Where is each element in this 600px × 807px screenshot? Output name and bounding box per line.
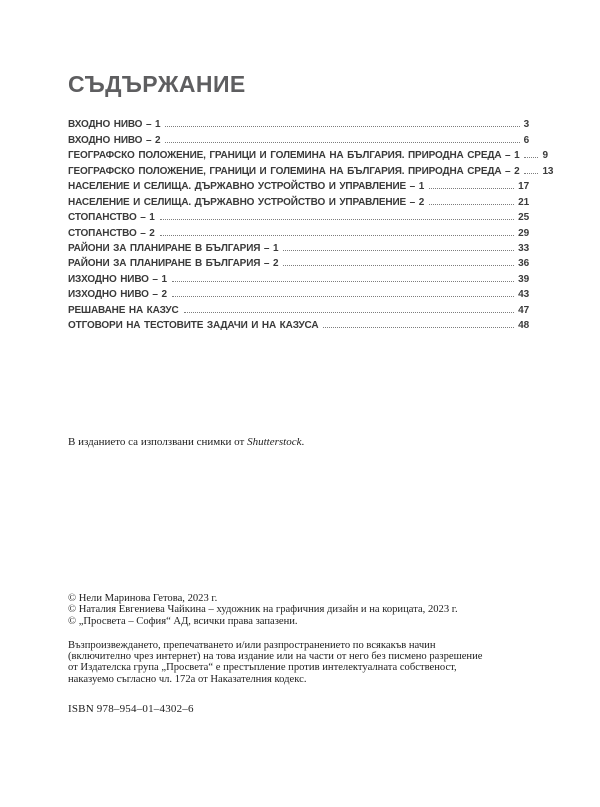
dot-leader <box>172 296 514 297</box>
toc-page-number: 6 <box>523 134 529 146</box>
toc-entry-title: ОТГОВОРИ НА ТЕСТОВИТЕ ЗАДАЧИ И НА КАЗУСА <box>68 320 319 332</box>
toc-entry-title: ВХОДНО НИВО – 2 <box>68 134 161 146</box>
toc-entry <box>68 177 529 192</box>
toc-entry-title: ГЕОГРАФСКО ПОЛОЖЕНИЕ, ГРАНИЦИ И ГОЛЕМИНА НА БЪЛГАРИЯ. ПРИРОДНА СРЕДА – 1 <box>68 150 520 162</box>
toc-entry <box>68 285 529 300</box>
toc-entry-title: СТОПАНСТВО – 1 <box>68 212 155 224</box>
toc-page-number: 48 <box>518 320 529 332</box>
toc-page-number: 36 <box>518 258 529 270</box>
toc-entry <box>68 300 529 315</box>
photo-credit-period: . <box>301 436 305 448</box>
legal-notice-line: от Издателска група „Просвета“ е престъпление против интелектуалната собственост, <box>68 662 457 674</box>
dot-leader <box>160 235 515 236</box>
toc-page-number: 3 <box>523 119 529 131</box>
dot-leader <box>160 219 515 220</box>
toc-page-number: 33 <box>518 242 529 254</box>
toc-page-number: 25 <box>518 212 529 224</box>
photo-credit-source: Shutterstock <box>247 436 302 448</box>
copyright-line: © Наталия Евгениева Чайкина – художник на графичния дизайн и на корицата, 2023 г. <box>68 604 458 616</box>
isbn: ISBN 978–954–01–4302–6 <box>68 703 194 715</box>
toc-entry <box>68 254 529 269</box>
dot-leader <box>283 265 514 266</box>
toc-entry-title: ВХОДНО НИВО – 1 <box>68 119 161 131</box>
toc-entry-title: ИЗХОДНО НИВО – 1 <box>68 273 167 285</box>
toc-entry-title: НАСЕЛЕНИЕ И СЕЛИЩА. ДЪРЖАВНО УСТРОЙСТВО И УПРАВЛЕНИЕ – 1 <box>68 181 425 193</box>
copyright-line: © Нели Маринова Гетова, 2023 г. <box>68 593 218 604</box>
toc-page-number: 9 <box>542 150 548 162</box>
dot-leader <box>323 327 514 328</box>
toc-entry-title: ИЗХОДНО НИВО – 2 <box>68 289 167 301</box>
legal-notice-line: Възпроизвеждането, препечатването и/или разпространението по всякакъв начин <box>68 640 436 651</box>
toc-entry <box>68 239 529 254</box>
toc-page-number: 13 <box>542 165 554 177</box>
toc-entry <box>68 146 548 162</box>
toc-entry-title: РЕШАВАНЕ НА КАЗУС <box>68 304 179 316</box>
table-of-contents <box>68 115 554 332</box>
toc-entry <box>68 115 529 130</box>
dot-leader <box>172 281 514 282</box>
dot-leader <box>165 142 519 143</box>
copyright-line: © „Просвета – София“ АД, всички права запазени. <box>68 615 298 627</box>
dot-leader <box>184 312 515 313</box>
toc-page-number: 17 <box>518 181 529 193</box>
toc-page-number: 39 <box>518 273 529 285</box>
page-title: СЪДЪРЖАНИЕ <box>68 71 246 97</box>
dot-leader <box>283 250 514 251</box>
dot-leader <box>524 173 538 174</box>
toc-entry <box>68 208 529 223</box>
dot-leader <box>524 157 538 158</box>
toc-entry <box>68 316 529 331</box>
legal-notice <box>68 640 482 685</box>
toc-entry <box>68 223 529 238</box>
toc-page-number: 29 <box>518 227 529 239</box>
dot-leader <box>429 188 514 189</box>
toc-page-number: 47 <box>518 304 529 316</box>
toc-entry-title: ГЕОГРАФСКО ПОЛОЖЕНИЕ, ГРАНИЦИ И ГОЛЕМИНА НА БЪЛГАРИЯ. ПРИРОДНА СРЕДА – 2 <box>68 165 520 177</box>
toc-entry <box>68 130 529 145</box>
dot-leader <box>165 126 519 127</box>
dot-leader <box>429 204 514 205</box>
copyright-block <box>68 593 458 627</box>
toc-entry <box>68 161 554 177</box>
toc-entry-title: СТОПАНСТВО – 2 <box>68 227 155 239</box>
legal-notice-line: (включително чрез интернет) на това издание или на части от него без писмено разрешение <box>68 651 483 663</box>
toc-entry-title: НАСЕЛЕНИЕ И СЕЛИЩА. ДЪРЖАВНО УСТРОЙСТВО И УПРАВЛЕНИЕ – 2 <box>68 196 425 208</box>
photo-credit-note <box>68 436 304 448</box>
toc-entry <box>68 192 529 207</box>
photo-credit-text: В изданието са използвани снимки от <box>68 436 248 448</box>
legal-notice-line: наказуемо съгласно чл. 172а от Наказателния кодекс. <box>68 673 307 685</box>
toc-entry <box>68 269 529 284</box>
toc-page-number: 21 <box>518 196 529 208</box>
toc-page-number: 43 <box>518 289 529 301</box>
toc-entry-title: РАЙОНИ ЗА ПЛАНИРАНЕ В БЪЛГАРИЯ – 2 <box>68 258 279 270</box>
toc-entry-title: РАЙОНИ ЗА ПЛАНИРАНЕ В БЪЛГАРИЯ – 1 <box>68 242 279 254</box>
